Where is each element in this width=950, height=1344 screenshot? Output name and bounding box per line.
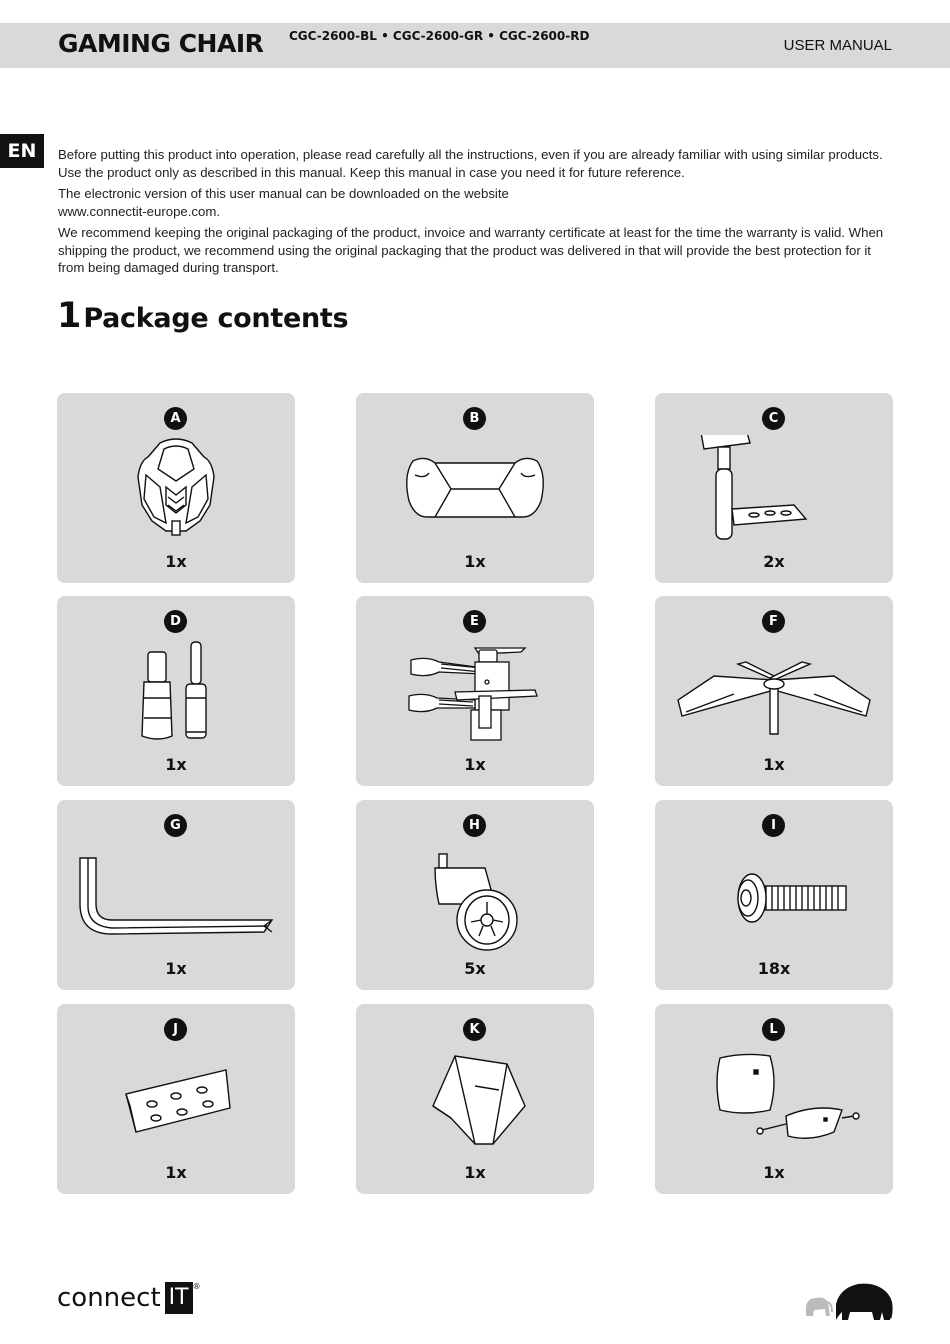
section-number: 1 — [57, 296, 82, 336]
intro-paragraph-1: Before putting this product into operation, please read carefully all the instructions, even if you are already familiar with using similar products. Use the product only as described in this manual. Keep this manual in case you need it for future reference. — [58, 147, 883, 180]
part-quantity: 2x — [763, 552, 785, 571]
seat-cushion-icon — [375, 435, 575, 547]
product-title: GAMING CHAIR — [58, 29, 264, 58]
part-letter: L — [762, 1018, 785, 1041]
logo-box: IT — [165, 1282, 193, 1314]
part-letter: F — [762, 610, 785, 633]
part-letter: G — [164, 814, 187, 837]
part-card-a — [57, 393, 295, 583]
part-card-i — [655, 800, 893, 990]
part-letter: K — [463, 1018, 486, 1041]
part-letter: H — [463, 814, 486, 837]
part-card-c — [655, 393, 893, 583]
intro-text — [58, 146, 888, 281]
part-card-b — [356, 393, 594, 583]
part-quantity: 1x — [165, 1163, 187, 1182]
part-quantity: 18x — [757, 959, 791, 978]
part-quantity: 1x — [464, 1163, 486, 1182]
part-card-h — [356, 800, 594, 990]
logo-registered-mark: ® — [192, 1282, 201, 1291]
part-quantity: 1x — [763, 1163, 785, 1182]
part-quantity: 1x — [464, 552, 486, 571]
part-letter: D — [164, 610, 187, 633]
elephants-icon — [800, 1276, 896, 1324]
part-letter: C — [762, 407, 785, 430]
model-numbers: CGC-2600-BL • CGC-2600-GR • CGC-2600-RD — [289, 29, 590, 43]
part-quantity: 5x — [464, 959, 486, 978]
star-base-icon — [674, 638, 874, 750]
logo-text: connect — [57, 1283, 161, 1313]
section-heading — [57, 296, 348, 336]
armrest-icon — [674, 435, 874, 547]
document-type: USER MANUAL — [783, 37, 892, 54]
gas-lift-icon — [76, 638, 276, 750]
part-quantity: 1x — [165, 552, 187, 571]
intro-paragraph-2: The electronic version of this user manual can be downloaded on the website www.connectit-europe.com. — [58, 186, 509, 219]
part-quantity: 1x — [165, 755, 187, 774]
part-card-l — [655, 1004, 893, 1194]
tilt-mechanism-icon — [375, 638, 575, 750]
part-quantity: 1x — [464, 755, 486, 774]
mounting-plate-icon — [76, 1046, 276, 1158]
backrest-icon — [76, 435, 276, 547]
cover-icon — [375, 1046, 575, 1158]
part-letter: E — [463, 610, 486, 633]
part-letter: J — [164, 1018, 187, 1041]
pillows-icon — [674, 1046, 874, 1158]
part-card-f — [655, 596, 893, 786]
part-quantity: 1x — [165, 959, 187, 978]
part-card-e — [356, 596, 594, 786]
hex-key-icon — [76, 842, 276, 954]
section-title: Package contents — [83, 303, 349, 334]
part-card-k — [356, 1004, 594, 1194]
part-letter: I — [762, 814, 785, 837]
caster-wheel-icon — [375, 842, 575, 954]
page-header — [0, 23, 950, 68]
part-card-j — [57, 1004, 295, 1194]
part-card-d — [57, 596, 295, 786]
connectit-logo — [57, 1282, 201, 1318]
language-tab: EN — [0, 134, 44, 168]
screw-icon — [674, 842, 874, 954]
part-card-g — [57, 800, 295, 990]
part-letter: A — [164, 407, 187, 430]
part-quantity: 1x — [763, 755, 785, 774]
intro-paragraph-3: We recommend keeping the original packaging of the product, invoice and warranty certificate at least for the time the warranty is valid. When shipping the product, we recommend using the original packaging that the product was delivered in that will provide the best protection for it from being damaged during transport. — [58, 225, 884, 275]
part-letter: B — [463, 407, 486, 430]
